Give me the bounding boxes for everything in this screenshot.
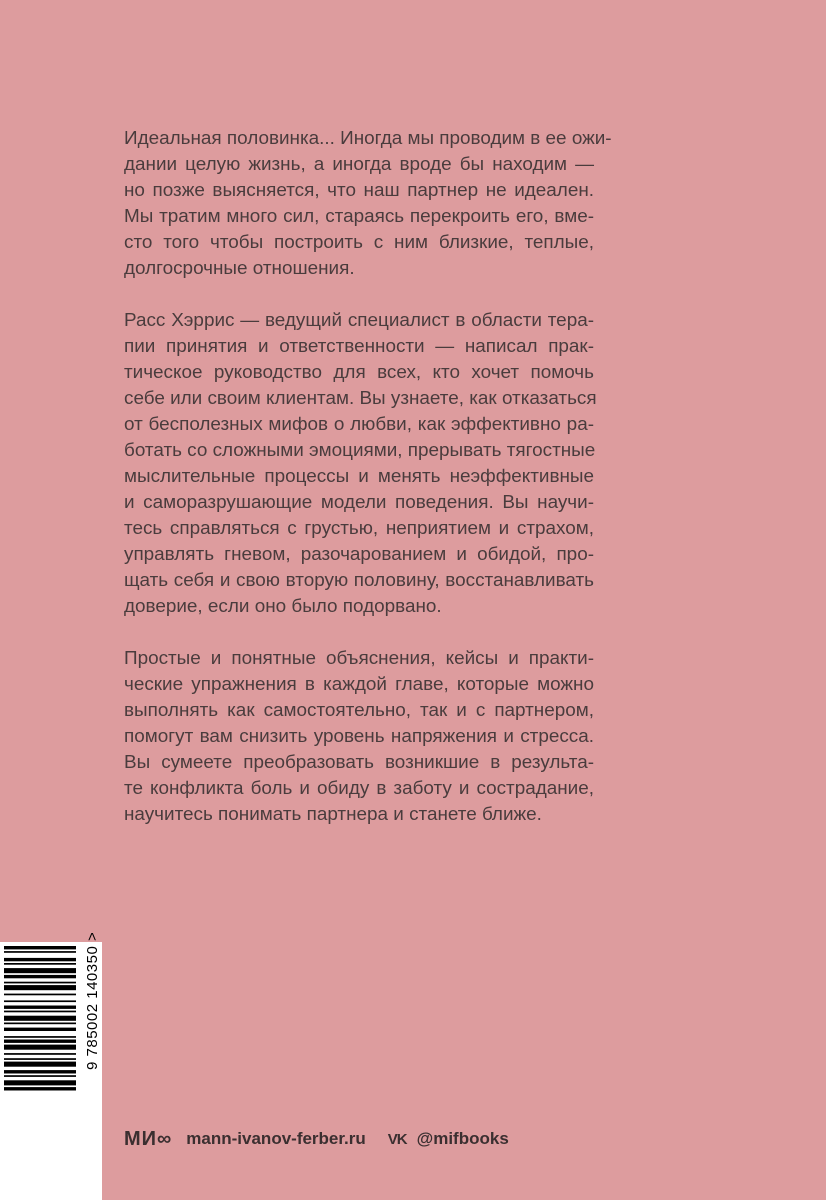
- text-line: мыслительные процессы и менять неэффективные: [124, 466, 594, 487]
- text-line: научитесь понимать партнера и станете ближе.: [124, 804, 542, 825]
- barcode-bar: [4, 994, 76, 996]
- barcode-bar: [4, 985, 76, 990]
- social-handle[interactable]: @mifbooks: [416, 1129, 509, 1148]
- text-line: но позже выясняется, что наш партнер не идеален.: [124, 180, 594, 201]
- barcode-bar: [4, 1016, 76, 1021]
- website-link[interactable]: mann-ivanov-ferber.ru: [186, 1129, 366, 1148]
- publisher-logo: МИ∞: [124, 1127, 173, 1150]
- text-line: те конфликта боль и обиду в заботу и сострадание,: [124, 778, 594, 799]
- text-line: Простые и понятные объяснения, кейсы и практи-: [124, 648, 594, 669]
- paragraph-3: [124, 646, 594, 828]
- text-line: Мы тратим много сил, стараясь перекроить его, вме-: [124, 206, 594, 227]
- text-line: Идеальная половинка... Иногда мы проводим в ее ожи-: [124, 128, 612, 149]
- text-line: управлять гневом, разочарованием и обидой, про-: [124, 544, 594, 565]
- vk-icon[interactable]: VK: [387, 1130, 407, 1148]
- text-line: ческие упражнения в каждой главе, которые можно: [124, 674, 594, 695]
- barcode-bar: [4, 946, 76, 949]
- barcode-bar: [4, 1045, 76, 1050]
- barcode-bar: [4, 1070, 76, 1073]
- barcode-bar: [4, 1040, 76, 1043]
- text-line: щать себя и свою вторую половину, восстанавливать: [124, 570, 594, 591]
- barcode-bar: [4, 958, 76, 961]
- paragraph-2: [124, 308, 597, 620]
- barcode-bar: [4, 1023, 76, 1025]
- text-line: сто того чтобы построить с ним близкие, теплые,: [124, 232, 594, 253]
- barcode-bar: [4, 1053, 76, 1055]
- barcode-bar: [4, 1000, 76, 1002]
- text-line: дании целую жизнь, а иногда вроде бы находим —: [124, 154, 594, 175]
- barcode-bar: [4, 1058, 76, 1060]
- barcode-bar: [4, 963, 76, 965]
- text-line: Расс Хэррис — ведущий специалист в области тера-: [124, 310, 594, 331]
- barcode-bar: [4, 968, 76, 973]
- text-line: пии принятия и ответственности — написал прак-: [124, 336, 594, 357]
- barcode-bar: [4, 1028, 76, 1031]
- text-line: и саморазрушающие модели поведения. Вы научи-: [124, 492, 594, 513]
- barcode-bar: [4, 1075, 76, 1077]
- text-line: выполнять как самостоятельно, так и с партнером,: [124, 700, 594, 721]
- text-line: Вы сумеете преобразовать возникшие в результа-: [124, 752, 594, 773]
- text-line: долгосрочные отношения.: [124, 258, 355, 279]
- text-line: доверие, если оно было подорвано.: [124, 596, 442, 617]
- text-line: от бесполезных мифов о любви, как эффективно ра-: [124, 414, 594, 435]
- publisher-footer: [124, 1124, 509, 1154]
- barcode-bar: [4, 982, 76, 984]
- isbn-barcode: [0, 931, 102, 1200]
- barcode-bar: [4, 975, 76, 978]
- description-text: [124, 126, 612, 854]
- text-line: помогут вам снизить уровень напряжения и стресса.: [124, 726, 594, 747]
- barcode-bar: [4, 1062, 76, 1067]
- paragraph-1: [124, 126, 612, 282]
- text-line: тесь справляться с грустью, неприятием и страхом,: [124, 518, 594, 539]
- barcode-digits: 9 785002 140350 >: [84, 931, 101, 1070]
- text-line: себе или своим клиентам. Вы узнаете, как отказаться: [124, 388, 597, 409]
- text-line: ботать со сложными эмоциями, прерывать тягостные: [124, 440, 596, 461]
- barcode-bar: [4, 951, 76, 953]
- barcode-bar: [4, 1011, 76, 1013]
- barcode-bar: [4, 1036, 76, 1038]
- barcode-bar: [4, 1087, 76, 1090]
- barcode-bar: [4, 1080, 76, 1085]
- barcode-bar: [4, 1006, 76, 1009]
- text-line: тическое руководство для всех, кто хочет помочь: [124, 362, 594, 383]
